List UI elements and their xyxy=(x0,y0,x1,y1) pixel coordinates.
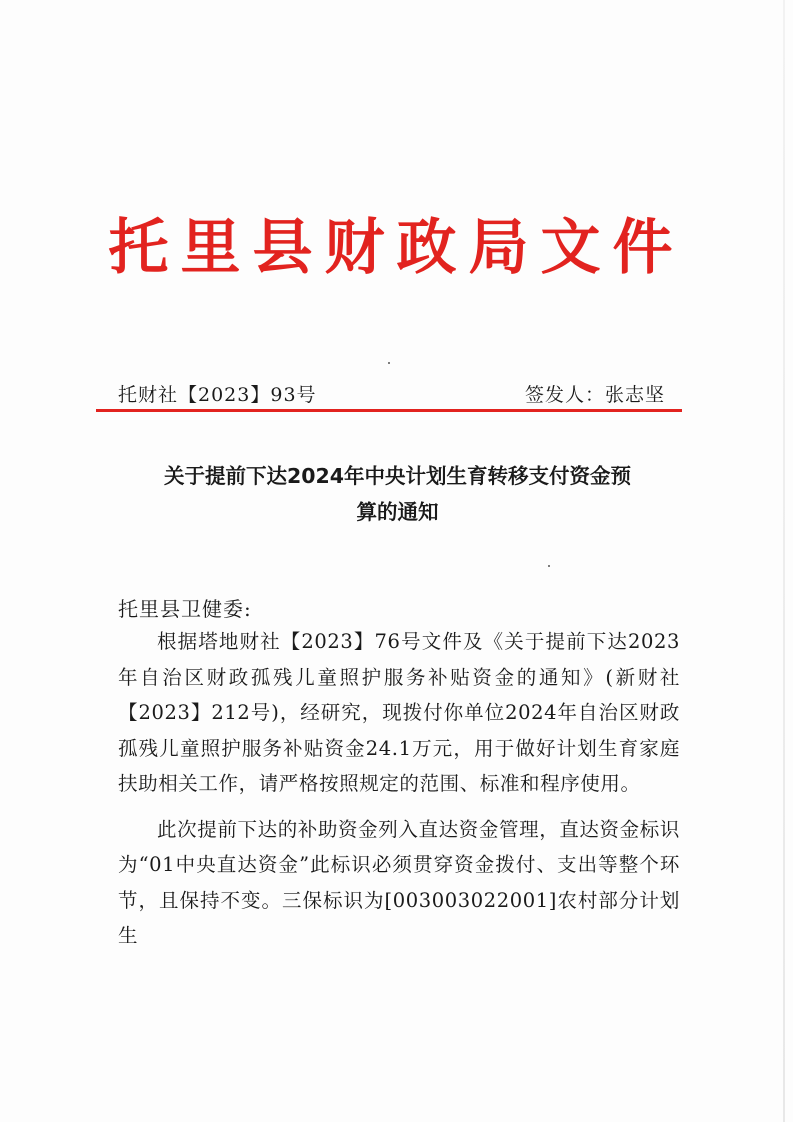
notice-title-line-1: 关于提前下达2024年中央计划生育转移支付资金预 xyxy=(163,464,632,488)
issuer-signature: 签发人：张志坚 xyxy=(524,384,665,406)
header-divider xyxy=(96,409,682,412)
notice-title-line-2: 算的通知 xyxy=(356,500,439,524)
body-paragraph-1: 根据塔地财社【2023】76号文件及《关于提前下达2023年自治区财政孤残儿童照护服务补贴资金的通知》(新财社【2023】212号)，经研究，现拨付你单位2024年自治区财政孤残儿童照护服务补贴资金24.1万元，用于做好计划生育家庭扶助相关工作，请严格按照规定的范围、标准和程序使用。 xyxy=(118,630,680,795)
addressee: 托里县卫健委: xyxy=(118,597,252,621)
scan-speck xyxy=(388,362,390,364)
document-number: 托财社【2023】93号 xyxy=(118,384,317,406)
page-edge xyxy=(783,0,785,1122)
notice-title xyxy=(110,458,685,530)
document-header-title: 托里县财政局文件 xyxy=(108,213,685,283)
body-text xyxy=(118,624,680,954)
body-paragraph-2: 此次提前下达的补助资金列入直达资金管理，直达资金标识为“01中央直达资金”此标识必须贯穿资金拨付、支出等整个环节，且保持不变。三保标识为[003003022001]农村部分计划生 xyxy=(118,817,680,947)
scan-speck xyxy=(548,565,550,567)
